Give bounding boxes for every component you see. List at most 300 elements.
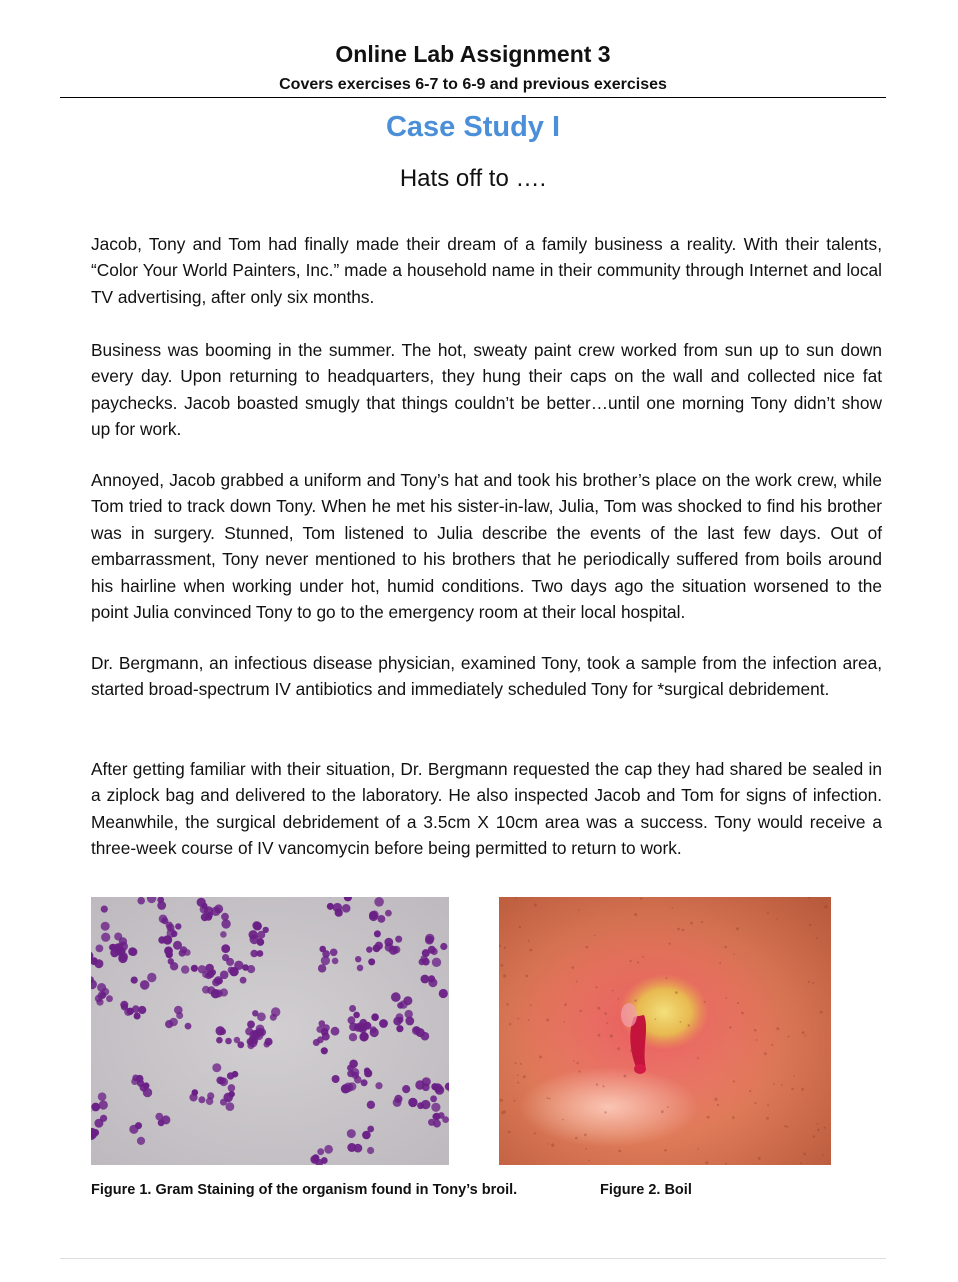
coccus-cell [94, 1119, 103, 1128]
coccus-cell [391, 992, 401, 1002]
skin-pore [809, 924, 811, 926]
skin-pore [655, 1018, 657, 1020]
coccus-cell [412, 1026, 421, 1035]
skin-pore [771, 1044, 773, 1046]
skin-pore [725, 1163, 727, 1165]
coccus-cell [425, 934, 434, 943]
coccus-cell [317, 1036, 324, 1043]
skin-pore [503, 974, 506, 977]
coccus-cell [168, 958, 174, 964]
skin-pore [776, 1027, 779, 1030]
skin-pore [548, 1143, 550, 1145]
coccus-cell [432, 958, 441, 967]
coccus-cell [247, 1021, 255, 1029]
skin-pore [604, 1111, 606, 1113]
coccus-cell [101, 988, 109, 996]
coccus-cell [385, 910, 392, 917]
coccus-cell [147, 973, 156, 982]
skin-pore [586, 946, 589, 949]
coccus-cell [347, 1065, 354, 1072]
figure-2-caption: Figure 2. Boil [600, 1182, 692, 1198]
coccus-cell [370, 1028, 379, 1037]
skin-pore [588, 1160, 590, 1162]
skin-pore [509, 1023, 511, 1025]
coccus-cell [359, 1019, 367, 1027]
skin-pore [506, 1003, 508, 1005]
skin-pore [707, 1116, 710, 1119]
case-study-subtitle: Hats off to …. [399, 165, 547, 192]
skin-pore [602, 1085, 604, 1087]
coccus-cell [128, 947, 137, 956]
skin-pore [749, 1090, 751, 1092]
coccus-cell [317, 1148, 324, 1155]
skin-pore [573, 1060, 575, 1062]
skin-pore [529, 949, 532, 952]
skin-pore [642, 956, 644, 958]
coccus-cell [349, 1023, 358, 1032]
skin-pore [604, 1012, 607, 1015]
coccus-cell [220, 971, 229, 980]
assignment-title: Online Lab Assignment 3 [335, 41, 611, 67]
skin-pore [758, 1157, 761, 1160]
skin-pore [682, 929, 685, 932]
coccus-cell [330, 949, 338, 957]
coccus-cell [347, 1129, 356, 1138]
coccus-cell [353, 1012, 360, 1019]
assignment-subtitle: Covers exercises 6-7 to 6-9 and previous exercises [279, 76, 667, 93]
skin-pore [519, 926, 521, 928]
coccus-cell [318, 964, 326, 972]
skin-pore [724, 946, 727, 949]
skin-pore [612, 990, 614, 992]
skin-pore [788, 1036, 790, 1038]
coccus-cell [210, 969, 216, 975]
coccus-cell [106, 995, 113, 1002]
skin-pore [585, 1148, 587, 1150]
skin-pore [598, 1034, 601, 1037]
coccus-cell [140, 980, 150, 990]
coccus-cell [220, 1099, 227, 1106]
coccus-cell [173, 941, 182, 950]
coccus-cell [335, 909, 343, 917]
skin-pore [741, 1012, 744, 1015]
story-paragraph-2: Business was booming in the summer. The hot, sweaty paint crew worked from sun up to sun down every day. Upon returning to headquarters, they hung their caps on the wall and collected nice fat paychecks. Jacob boasted smugly that things couldn’t be better…until one morning Tony didn’t show up for work. [91, 340, 882, 440]
skin-pore [733, 954, 735, 956]
coccus-cell [421, 1100, 430, 1109]
story-paragraph-5: After getting familiar with their situation, Dr. Bergmann requested the cap they had shared be sealed in a ziplock bag and delivered to the laboratory. He also inspected Jacob and Tom for signs of infection. Meanwhile, the surgical debridement of a 3.5cm X 10cm area was a success. Tony would receive a three-week course of IV vancomycin before being permitted to return to work. [91, 759, 882, 859]
coccus-cell [221, 944, 230, 953]
coccus-cell [214, 904, 223, 913]
coccus-cell [101, 922, 110, 931]
coccus-cell [225, 1038, 232, 1045]
coccus-cell [191, 965, 198, 972]
skin-pore [575, 1137, 578, 1140]
skin-pore [528, 1019, 530, 1021]
skin-pore [688, 1024, 690, 1026]
coccus-cell [91, 1103, 100, 1112]
coccus-cell [357, 965, 364, 972]
coccus-cell [254, 1031, 264, 1041]
skin-pore [816, 937, 818, 939]
coccus-cell [101, 906, 108, 913]
skin-pore [717, 1104, 719, 1106]
coccus-cell [433, 1120, 441, 1128]
skin-pore [680, 1021, 682, 1023]
coccus-cell [324, 1145, 333, 1154]
skin-pore [571, 966, 574, 969]
skin-pore [517, 1018, 519, 1020]
skin-pore [725, 997, 727, 999]
skin-pore [802, 1031, 805, 1034]
coccus-cell [321, 1028, 329, 1036]
skin-pore [781, 1084, 783, 1086]
coccus-cell [332, 1075, 340, 1083]
coccus-cell [397, 1002, 404, 1009]
skin-pore [564, 1021, 566, 1023]
case-study-title: Case Study I [385, 111, 561, 143]
coccus-cell [197, 898, 206, 907]
coccus-cell [226, 1102, 235, 1111]
skin-pore [766, 1117, 769, 1120]
coccus-cell [234, 1037, 240, 1043]
coccus-cell [250, 950, 258, 958]
coccus-cell [134, 1013, 141, 1020]
coccus-cell [430, 1095, 437, 1102]
coccus-cell [164, 946, 173, 955]
skin-pore [737, 1002, 739, 1004]
coccus-cell [98, 1092, 107, 1101]
skin-pore [665, 977, 667, 979]
coccus-cell [185, 1023, 192, 1030]
skin-pore [629, 960, 631, 962]
skin-pore [808, 981, 810, 983]
coccus-cell [171, 931, 178, 938]
skin-pore [617, 1047, 620, 1050]
coccus-cell [349, 1033, 357, 1041]
coccus-cell [396, 1025, 403, 1032]
coccus-cell [367, 1101, 375, 1109]
skin-pore [719, 962, 721, 964]
coccus-cell [395, 936, 402, 943]
skin-pore [729, 1026, 731, 1028]
coccus-cell [138, 1006, 146, 1014]
coccus-cell [99, 1100, 108, 1109]
coccus-cell [394, 1095, 402, 1103]
skin-pore [530, 1004, 532, 1006]
skin-pore [523, 1075, 526, 1078]
skin-pore [630, 1049, 633, 1052]
skin-pore [776, 918, 778, 920]
figure-1-caption: Figure 1. Gram Staining of the organism found in Tony’s broil. [91, 1182, 518, 1198]
skin-pore [705, 1161, 708, 1164]
coccus-cell [232, 1071, 239, 1078]
skin-pore [701, 921, 703, 923]
coccus-cell [342, 904, 351, 913]
skin-pore [801, 1088, 804, 1091]
coccus-cell [117, 947, 126, 956]
footer-divider [60, 1258, 886, 1259]
coccus-cell [206, 1097, 214, 1105]
coccus-cell [221, 919, 230, 928]
coccus-cell [202, 986, 210, 994]
skin-pore [534, 904, 537, 907]
coccus-cell [169, 1018, 178, 1027]
coccus-cell [440, 943, 447, 950]
coccus-cell [167, 924, 175, 932]
coccus-cell [422, 949, 430, 957]
coccus-cell [364, 1068, 370, 1074]
coccus-cell [405, 1010, 413, 1018]
coccus-cell [155, 1113, 163, 1121]
coccus-cell [361, 1032, 367, 1038]
skin-pore [764, 1052, 767, 1055]
skin-pore [635, 1070, 638, 1073]
coccus-cell [367, 1147, 374, 1154]
skin-pore [793, 1075, 795, 1077]
gram-stain-image [91, 897, 449, 1165]
coccus-cell [408, 1098, 417, 1107]
skin-pore [578, 909, 580, 911]
coccus-cell [265, 1038, 273, 1046]
coccus-cell [96, 945, 104, 953]
skin-pore [500, 1099, 503, 1102]
coccus-cell [245, 1027, 253, 1035]
coccus-cell [257, 938, 265, 946]
skin-pore [812, 982, 814, 984]
coccus-cell [229, 1091, 235, 1097]
boil-image [499, 897, 831, 1165]
skin-pore [754, 1029, 757, 1032]
skin-pore [525, 975, 528, 978]
coccus-cell [379, 1019, 388, 1028]
coccus-cell [181, 965, 189, 973]
coccus-cell [137, 897, 145, 905]
skin-pore [672, 907, 674, 909]
skin-pore [634, 1000, 636, 1002]
boil-photo [499, 897, 831, 1165]
skin-pore [546, 1018, 549, 1021]
coccus-cell [176, 1012, 183, 1019]
skin-pore [813, 1135, 816, 1138]
coccus-cell [249, 930, 258, 939]
story-paragraph-4: Dr. Bergmann, an infectious disease physician, examined Tony, took a sample from the infection area, started broad-spectrum IV antibiotics and immediately scheduled Tony for *surgical debridement. [91, 653, 882, 700]
coccus-cell [198, 1096, 205, 1103]
coccus-cell [109, 944, 116, 951]
coccus-cell [327, 903, 334, 910]
coccus-cell [375, 942, 383, 950]
coccus-cell [229, 967, 238, 976]
coccus-cell [124, 1008, 132, 1016]
skin-pore [697, 1057, 699, 1059]
coccus-cell [319, 946, 326, 953]
coccus-cell [95, 995, 102, 1002]
skin-pore [508, 1131, 511, 1134]
skin-pore [824, 1127, 826, 1129]
coccus-cell [332, 958, 339, 965]
coccus-cell [362, 1131, 371, 1140]
coccus-cell [433, 1113, 441, 1121]
coccus-cell [368, 958, 375, 965]
skin-pore [675, 991, 678, 994]
skin-pore [800, 1162, 802, 1164]
skin-pore [501, 964, 504, 967]
coccus-cell [431, 1103, 440, 1112]
coccus-cell [378, 915, 386, 923]
coccus-cell [175, 923, 181, 929]
coccus-cell [192, 1089, 199, 1096]
skin-pore [773, 1083, 775, 1085]
coccus-cell [131, 977, 138, 984]
skin-pore [664, 1149, 667, 1152]
skin-pore [618, 998, 620, 1000]
coccus-cell [421, 1032, 430, 1041]
coccus-cell [158, 936, 165, 943]
coccus-cell [375, 1082, 382, 1089]
skin-pore [667, 1106, 669, 1108]
coccus-cell [344, 1083, 354, 1093]
skin-pore [732, 1116, 735, 1119]
coccus-cell [216, 1037, 223, 1044]
skin-pore [517, 1082, 519, 1084]
coccus-cell [421, 975, 430, 984]
skin-pore [767, 912, 769, 914]
skin-pore [562, 1119, 564, 1121]
skin-pore [551, 1144, 554, 1147]
skin-pore [824, 905, 827, 908]
coccus-cell [101, 933, 110, 942]
skin-pore [733, 1080, 735, 1082]
coccus-cell [321, 956, 330, 965]
coccus-cell [216, 1026, 225, 1035]
skin-pore [677, 928, 680, 931]
skin-pore [515, 1062, 517, 1064]
skin-pore [822, 1154, 824, 1156]
skin-pore [640, 898, 642, 900]
coccus-cell [371, 1013, 379, 1021]
coccus-cell [331, 1027, 340, 1036]
coccus-cell [240, 977, 247, 984]
skin-pore [791, 1088, 793, 1090]
coccus-cell [226, 958, 234, 966]
skin-pore [644, 1039, 646, 1041]
coccus-cell [204, 906, 213, 915]
coccus-cell [422, 958, 430, 966]
skin-pore [596, 986, 598, 988]
skin-pore [610, 1034, 613, 1037]
skin-pore [803, 1153, 806, 1156]
skin-pore [564, 1003, 567, 1006]
skin-pore [661, 1110, 664, 1113]
coccus-cell [198, 965, 206, 973]
coccus-cell [442, 1116, 449, 1123]
skin-pore [714, 1098, 717, 1101]
skin-pore [547, 1097, 549, 1099]
story-paragraph-3: Annoyed, Jacob grabbed a uniform and Tony’s hat and took his brother’s place on the work crew, while Tom tried to track down Tony. When he met his sister-in-law, Julia, Tom was shocked to find his brother was in surgery. Stunned, Tom listened to Julia describe the events of the last few days. Out of embarrassment, Tony never mentioned to his brothers that he periodically suffered from boils around his hairline when working under hot, humid conditions. Two days ago the situation worsened to the point Julia convinced Tony to go to the emergency room at their local hospital. [91, 470, 882, 623]
coccus-cell [137, 1137, 145, 1145]
coccus-cell [366, 946, 372, 952]
coccus-cell [422, 1077, 431, 1086]
skin-pore [804, 1035, 806, 1037]
skin-pore [539, 1056, 542, 1059]
header-divider [60, 97, 886, 98]
coccus-cell [361, 1079, 368, 1086]
coccus-cell [253, 922, 262, 931]
coccus-cell [349, 1005, 356, 1012]
coccus-cell [369, 912, 378, 921]
skin-pore [528, 940, 530, 942]
skin-pore [549, 1098, 551, 1100]
skin-pore [690, 922, 693, 925]
skin-pore [784, 1125, 786, 1127]
coccus-cell [211, 989, 220, 998]
coccus-cell [212, 1063, 221, 1072]
skin-pore [754, 1102, 756, 1104]
skin-pore [820, 1011, 823, 1014]
coccus-cell [159, 915, 168, 924]
coccus-cell [257, 1012, 266, 1021]
skin-pore [597, 1007, 600, 1010]
coccus-cell [435, 1085, 444, 1094]
skin-pore [576, 981, 578, 983]
coccus-cell [143, 1082, 150, 1089]
skin-pore [594, 935, 596, 937]
skin-pore [634, 913, 637, 916]
coccus-cell [247, 965, 255, 973]
skin-pore [637, 961, 639, 963]
skin-pore [584, 1134, 587, 1137]
skin-pore [697, 1148, 699, 1150]
skin-pore [504, 947, 506, 949]
coccus-cell [221, 913, 229, 921]
skin-pore [534, 1132, 536, 1134]
coccus-cell [402, 1085, 410, 1093]
skin-pore [606, 1023, 608, 1025]
coccus-cell [270, 1014, 277, 1021]
skin-pore [786, 1126, 788, 1128]
skin-pore [578, 1070, 580, 1072]
skin-pore [817, 1129, 820, 1132]
coccus-cell [248, 1038, 257, 1047]
skin-pore [520, 1063, 522, 1065]
skin-pore [668, 943, 670, 945]
coccus-cell [355, 956, 361, 962]
skin-pore [517, 1074, 519, 1076]
skin-pore [579, 1010, 581, 1012]
coccus-cell [263, 927, 269, 933]
skin-pore [596, 1083, 598, 1085]
coccus-cell [220, 931, 227, 938]
gram-stain-micrograph [91, 897, 449, 1165]
coccus-cell [321, 1047, 328, 1054]
coccus-cell [385, 943, 394, 952]
coccus-cell [347, 1143, 356, 1152]
coccus-cell [131, 1078, 138, 1085]
coccus-cell [397, 1017, 403, 1023]
coccus-cell [374, 930, 381, 937]
skin-pore [767, 1104, 769, 1106]
skin-pore [736, 927, 739, 930]
skin-pore [756, 1039, 758, 1041]
skin-pore [514, 1100, 516, 1102]
coccus-cell [143, 1088, 152, 1097]
skin-pore [503, 1110, 506, 1113]
coccus-cell [219, 1077, 226, 1084]
story-paragraph-1: Jacob, Tony and Tom had finally made their dream of a family business a reality. With their talents, “Color Your World Painters, Inc.” made a household name in their community through Internet and local TV advertising, after only six months. [91, 234, 882, 307]
skin-pore [704, 1001, 706, 1003]
coccus-cell [374, 897, 384, 907]
coccus-cell [439, 989, 448, 998]
coccus-cell [129, 1125, 138, 1134]
